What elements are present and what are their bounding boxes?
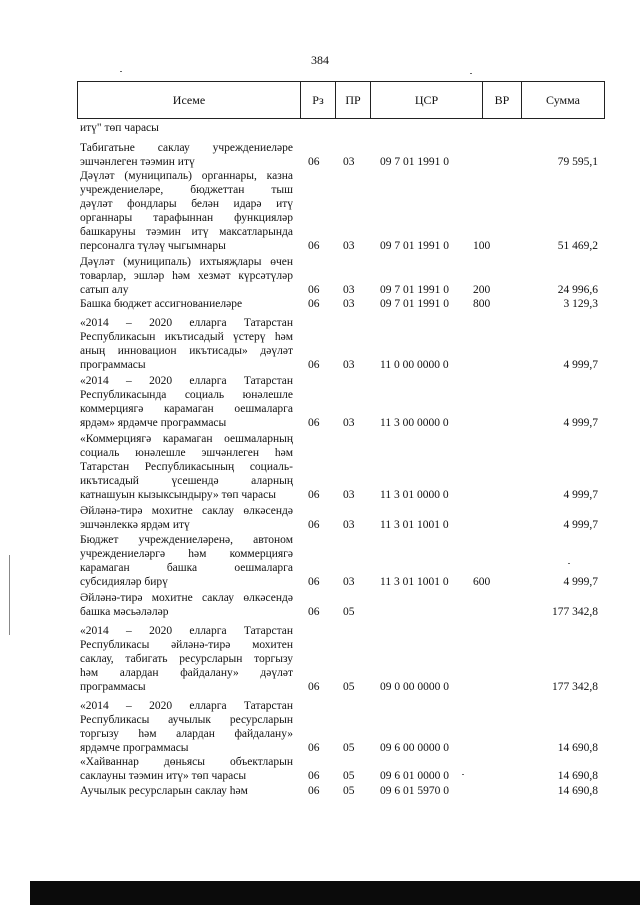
row-sum-cell: 79 595,1 (557, 156, 598, 168)
row-name-line: ярдәмче программасы (80, 742, 189, 754)
row-pr-cell: 03 (343, 284, 355, 296)
row-pr-cell: 03 (343, 519, 355, 531)
scan-speck (470, 73, 472, 74)
column-header-sum: Сумма (546, 92, 580, 107)
row-csr-cell: 09 7 01 1991 0 (380, 240, 449, 252)
row-sum-cell: 51 469,2 (557, 240, 598, 252)
row-name-line: Табигатьне саклау учреждениеләре (80, 142, 293, 154)
row-name-line: Республикасын икътисадый үстерү һәм (80, 331, 293, 343)
row-rz-cell: 06 (308, 156, 320, 168)
row-name-line: «Коммерциягә карамаган оешмаларның (80, 433, 293, 445)
row-csr-cell: 09 6 00 0000 0 (380, 742, 449, 754)
row-pr-cell: 03 (343, 359, 355, 371)
row-name-line: «2014 – 2020 елларга Татарстан (80, 700, 293, 712)
row-name-line: Башка бюджет ассигнованиеләре (80, 298, 243, 310)
row-name-line: учреждениеләргә һәм коммерциягә (80, 548, 293, 560)
row-rz-cell: 06 (308, 284, 320, 296)
row-name-line: Дәүләт (муниципаль) органнары, казна (80, 170, 293, 182)
row-pr-cell: 03 (343, 489, 355, 501)
row-name-line: карамаган башка оешмаларга (80, 562, 293, 574)
row-csr-cell: 11 3 01 0000 0 (380, 489, 449, 501)
row-csr-cell: 09 6 01 5970 0 (380, 785, 449, 797)
row-name-line: катнашуын кызыксындыру» төп чарасы (80, 489, 276, 501)
row-name-line: итү" төп чарасы (80, 122, 159, 134)
row-pr-cell: 03 (343, 156, 355, 168)
row-name-line: Дәүләт (муниципаль) ихтыяҗлары өчен (80, 256, 293, 268)
row-pr-cell: 05 (343, 785, 355, 797)
row-sum-cell: 177 342,8 (552, 606, 598, 618)
row-name-line: саклау, табигать ресурсларын торгызу (80, 653, 293, 665)
row-name-line: персоналга түләү чыгымнары (80, 240, 226, 252)
row-name-line: «Хайваннар дөньясы объектларын (80, 756, 293, 768)
row-name-line: коммерциягә карамаган оешмаларга (80, 403, 293, 415)
row-vr-cell: 200 (473, 284, 491, 296)
row-name-line: органнары тарафыннан функцияләр (80, 212, 293, 224)
row-pr-cell: 05 (343, 681, 355, 693)
row-csr-cell: 11 3 01 1001 0 (380, 576, 449, 588)
row-rz-cell: 06 (308, 489, 320, 501)
row-name-line: учреждениеләре, бюджеттан тыш (80, 184, 293, 196)
row-name-line: эшчәнлеген тәэмин итү (80, 156, 195, 168)
row-rz-cell: 06 (308, 681, 320, 693)
column-header-name: Исеме (78, 82, 301, 118)
row-pr-cell: 05 (343, 606, 355, 618)
row-rz-cell: 06 (308, 519, 320, 531)
row-pr-cell: 03 (343, 240, 355, 252)
row-pr-cell: 03 (343, 417, 355, 429)
row-csr-cell: 09 7 01 1991 0 (380, 284, 449, 296)
row-sum-cell: 4 999,7 (563, 519, 598, 531)
row-pr-cell: 05 (343, 770, 355, 782)
row-rz-cell: 06 (308, 576, 320, 588)
row-rz-cell: 06 (308, 770, 320, 782)
row-csr-cell: 09 0 00 0000 0 (380, 681, 449, 693)
row-name-line: социаль юнәлешле эшчәнлеген һәм (80, 447, 293, 459)
row-sum-cell: 24 996,6 (557, 284, 598, 296)
row-name-line: эшчәнлеккә ярдәм итү (80, 519, 190, 531)
row-rz-cell: 06 (308, 606, 320, 618)
row-sum-cell: 4 999,7 (563, 576, 598, 588)
row-name-line: башка мәсьәләләр (80, 606, 169, 618)
row-rz-cell: 06 (308, 417, 320, 429)
table-header (77, 81, 605, 119)
scan-bottom-border (30, 881, 640, 905)
row-rz-cell: 06 (308, 785, 320, 797)
row-name-line: Республикасында социаль юнәлешле (80, 389, 293, 401)
row-sum-cell: 177 342,8 (552, 681, 598, 693)
row-vr-cell: 100 (473, 240, 491, 252)
column-header-csr: ЦСР (371, 82, 483, 118)
row-name-line: Республикасы әйләнә-тирә мохитен (80, 639, 293, 651)
row-name-line: программасы (80, 681, 146, 693)
column-header-pr: ПР (336, 82, 371, 118)
row-csr-cell: 11 3 00 0000 0 (380, 417, 449, 429)
row-name-line: «2014 – 2020 елларга Татарстан (80, 625, 293, 637)
row-name-line: торгызу һәм алардан файдалану» (80, 728, 293, 740)
row-csr-cell: 09 7 01 1991 0 (380, 156, 449, 168)
row-name-line: «2014 – 2020 елларга Татарстан (80, 317, 293, 329)
scan-speck (462, 774, 464, 775)
row-rz-cell: 06 (308, 240, 320, 252)
row-sum-cell: 14 690,8 (557, 742, 598, 754)
row-vr-cell: 600 (473, 576, 491, 588)
scan-edge-mark (9, 555, 10, 635)
row-pr-cell: 03 (343, 298, 355, 310)
row-rz-cell: 06 (308, 359, 320, 371)
column-header-rz: Рз (301, 82, 336, 118)
row-csr-cell: 09 6 01 0000 0 (380, 770, 449, 782)
row-sum-cell: 4 999,7 (563, 417, 598, 429)
row-name-line: башкаруны тәэмин итү максатларында (80, 226, 293, 238)
row-name-line: «2014 – 2020 елларга Татарстан (80, 375, 293, 387)
row-name-line: ярдәм» ярдәмче программасы (80, 417, 227, 429)
row-pr-cell: 03 (343, 576, 355, 588)
column-header-vr: ВР (483, 82, 522, 118)
row-sum-cell: 4 999,7 (563, 359, 598, 371)
row-name-line: Бюджет учреждениеләренә, автоном (80, 534, 293, 546)
row-sum-cell: 14 690,8 (557, 785, 598, 797)
row-name-line: һәм алардан файдалану» дәүләт (80, 667, 293, 679)
row-rz-cell: 06 (308, 298, 320, 310)
row-csr-cell: 09 7 01 1991 0 (380, 298, 449, 310)
row-name-line: Татарстан Республикасының социаль- (80, 461, 293, 473)
row-sum-cell: 3 129,3 (563, 298, 598, 310)
row-name-line: дәүләт фондлары белән идарә итү (80, 198, 293, 210)
row-name-line: Әйләнә-тирә мохитне саклау өлкәсендә (80, 592, 293, 604)
row-name-line: Аучылык ресурсларын саклау һәм (80, 785, 248, 797)
row-pr-cell: 05 (343, 742, 355, 754)
row-vr-cell: 800 (473, 298, 491, 310)
row-name-line: икътисадый үсешендә аларның (80, 475, 293, 487)
row-name-line: аның инновацион икътисады» дәүләт (80, 345, 293, 357)
row-name-line: сатып алу (80, 284, 129, 296)
row-sum-cell: 14 690,8 (557, 770, 598, 782)
row-name-line: Республикасы аучылык ресурсларын (80, 714, 293, 726)
row-name-line: программасы (80, 359, 146, 371)
row-name-line: саклауны тәэмин итү» төп чарасы (80, 770, 247, 782)
scan-speck (568, 563, 570, 564)
row-rz-cell: 06 (308, 742, 320, 754)
row-name-line: Әйләнә-тирә мохитне саклау өлкәсендә (80, 505, 293, 517)
page-number: 384 (311, 53, 329, 67)
row-csr-cell: 11 3 01 1001 0 (380, 519, 449, 531)
row-name-line: субсидияләр бирү (80, 576, 168, 588)
row-csr-cell: 11 0 00 0000 0 (380, 359, 449, 371)
scan-speck (120, 71, 122, 72)
row-name-line: товарлар, эшләр һәм хезмәт күрсәтүләр (80, 270, 293, 282)
row-sum-cell: 4 999,7 (563, 489, 598, 501)
